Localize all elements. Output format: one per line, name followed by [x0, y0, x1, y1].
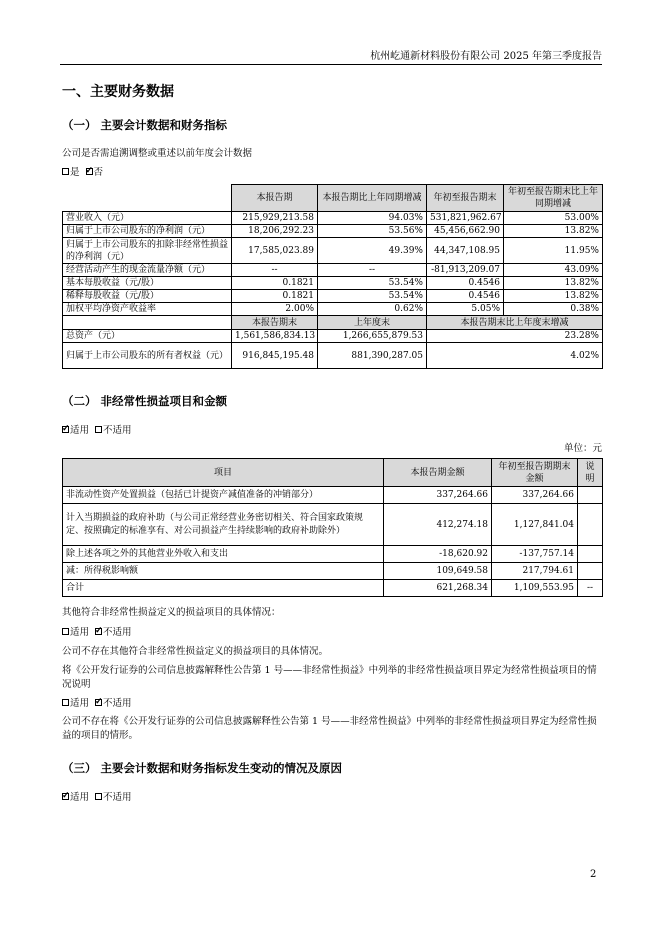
key-financial-table [62, 184, 603, 369]
header-divider [60, 64, 602, 65]
other-items-text: 公司不存在其他符合非经常性损益定义的损益项目的具体情况。 [62, 646, 329, 657]
applicable-checkbox[interactable] [62, 699, 69, 706]
not-applicable-label: 不适用 [103, 698, 132, 709]
cell-value: 109,649.58 [384, 563, 492, 580]
table-header-row [63, 185, 603, 212]
section-title: 一、主要财务数据 [62, 84, 174, 100]
row-label: 归属于上市公司股东的所有者权益（元） [63, 343, 232, 369]
row-label: 除上述各项之外的其他营业外收入和支出 [63, 546, 384, 563]
sub3-applicable-options [62, 791, 132, 805]
explain-options [62, 697, 132, 711]
applicable-checkbox[interactable] [62, 793, 69, 800]
not-applicable-checkbox[interactable] [95, 699, 102, 706]
row-label: 非流动性资产处置损益（包括已计提资产减值准备的冲销部分） [63, 487, 384, 504]
yes-checkbox[interactable] [62, 168, 69, 175]
cell-value: -- [232, 264, 318, 277]
row-label: 加权平均净资产收益率 [63, 303, 232, 316]
not-applicable-label: 不适用 [103, 627, 132, 638]
table-row [63, 212, 603, 225]
table-header-cell: 年初至报告期期末金额 [492, 459, 578, 487]
applicable-label: 适用 [70, 627, 90, 638]
cell-value: -18,620.92 [384, 546, 492, 563]
table-header-cell: 说明 [578, 459, 603, 487]
non-recurring-table [62, 458, 603, 597]
table-row [63, 225, 603, 238]
cell-value: 412,274.18 [384, 504, 492, 546]
cell-value: 531,821,962.67 [427, 212, 504, 225]
table-header-cell [63, 316, 232, 330]
other-items-title: 其他符合非经常性损益定义的损益项目的具体情况： [62, 607, 281, 618]
cell-value: -- [578, 580, 603, 597]
table-header-cell [63, 185, 232, 212]
table-header-cell: 年初至报告期末比上年同期增减 [504, 185, 603, 212]
row-label: 归属于上市公司股东的扣除非经常性损益的净利润（元） [63, 238, 232, 264]
not-applicable-label: 不适用 [103, 425, 132, 436]
explain-text: 公司不存在将《公开发行证券的公司信息披露解释性公告第 1 号——非经常性损益》中列举的非经常性损益项目界定为经常性损益的项目的情形。 [62, 716, 597, 741]
row-label: 经营活动产生的现金流量净额（元） [63, 264, 232, 277]
cell-value: 1,266,655,879.53 [318, 330, 427, 343]
cell-value: 916,845,195.48 [232, 343, 318, 369]
report-header: 杭州屹通新材料股份有限公司 2025 年第三季度报告 [370, 51, 602, 62]
cell-value: 0.62% [318, 303, 427, 316]
applicable-checkbox[interactable] [62, 426, 69, 433]
applicable-label: 适用 [70, 425, 90, 436]
table-row [63, 238, 603, 264]
cell-value: -- [318, 264, 427, 277]
cell-value: 53.00% [504, 212, 603, 225]
table-header-cell: 年初至报告期末 [427, 185, 504, 212]
cell-value: 49.39% [318, 238, 427, 264]
row-label: 合计 [63, 580, 384, 597]
cell-value: 0.38% [504, 303, 603, 316]
row-label: 稀释每股收益（元/股） [63, 290, 232, 303]
cell-value [578, 563, 603, 580]
table-row [63, 580, 603, 597]
cell-value: 0.1821 [232, 277, 318, 290]
cell-value: -137,757.14 [492, 546, 578, 563]
table-header-row [63, 459, 603, 487]
page-number: 2 [590, 869, 597, 880]
other-items-options [62, 626, 132, 640]
table-row [63, 277, 603, 290]
cell-value: 13.82% [504, 225, 603, 238]
cell-value: 45,456,662.90 [427, 225, 504, 238]
table-row [63, 546, 603, 563]
subsection-title-3: （三） 主要会计数据和财务指标发生变动的情况及原因 [62, 761, 343, 775]
table-row [63, 290, 603, 303]
cell-value: 53.54% [318, 290, 427, 303]
table-header-cell: 上年度末 [318, 316, 427, 330]
cell-value [578, 487, 603, 504]
cell-value: 1,127,841.04 [492, 504, 578, 546]
no-checkbox[interactable] [86, 168, 93, 175]
cell-value: 881,390,287.05 [318, 343, 427, 369]
subsection-title-2: （二） 非经常性损益项目和金额 [62, 394, 228, 408]
table-header-row [63, 316, 603, 330]
cell-value: 1,561,586,834.13 [232, 330, 318, 343]
cell-value: 4.02% [427, 343, 603, 369]
cell-value: 44,347,108.95 [427, 238, 504, 264]
subsection-title-1: （一） 主要会计数据和财务指标 [62, 118, 228, 132]
applicable-label: 适用 [70, 792, 90, 803]
cell-value [578, 504, 603, 546]
cell-value: 217,794.61 [492, 563, 578, 580]
explain-title: 将《公开发行证券的公司信息披露解释性公告第 1 号——非经常性损益》中列举的非经常性损益项目界定为经常性损益项目的情况说明 [62, 665, 597, 690]
cell-value: 53.54% [318, 277, 427, 290]
table-header-cell: 本报告期末比上年度末增减 [427, 316, 603, 330]
unit-label: 单位：元 [563, 443, 602, 454]
cell-value: 0.4546 [427, 277, 504, 290]
cell-value: -81,913,209.07 [427, 264, 504, 277]
cell-value: 13.82% [504, 290, 603, 303]
cell-value: 5.05% [427, 303, 504, 316]
row-label: 计入当期损益的政府补助（与公司正常经营业务密切相关、符合国家政策规定、按照确定的标准享有、对公司损益产生持续影响的政府补助除外） [63, 504, 384, 546]
table-header-cell: 本报告期金额 [384, 459, 492, 487]
applicable-checkbox[interactable] [62, 628, 69, 635]
cell-value: 94.03% [318, 212, 427, 225]
cell-value: 1,109,553.95 [492, 580, 578, 597]
table-header-cell: 本报告期末 [232, 316, 318, 330]
table-header-cell: 本报告期 [232, 185, 318, 212]
table-header-cell: 项目 [63, 459, 384, 487]
table-row [63, 303, 603, 316]
cell-value: 43.09% [504, 264, 603, 277]
row-label: 基本每股收益（元/股） [63, 277, 232, 290]
row-label: 总资产（元） [63, 330, 232, 343]
row-label: 归属于上市公司股东的净利润（元） [63, 225, 232, 238]
no-label: 否 [93, 167, 104, 178]
cell-value: 215,929,213.58 [232, 212, 318, 225]
cell-value: 337,264.66 [492, 487, 578, 504]
row-label: 减：所得税影响额 [63, 563, 384, 580]
cell-value [578, 546, 603, 563]
table-row [63, 330, 603, 343]
cell-value: 337,264.66 [384, 487, 492, 504]
not-applicable-checkbox[interactable] [95, 793, 102, 800]
row-label: 营业收入（元） [63, 212, 232, 225]
table-row [63, 487, 603, 504]
sub2-applicable-options [62, 424, 132, 438]
not-applicable-checkbox[interactable] [95, 426, 102, 433]
applicable-label: 适用 [70, 698, 90, 709]
table-row [63, 343, 603, 369]
not-applicable-checkbox[interactable] [95, 628, 102, 635]
cell-value: 18,206,292.23 [232, 225, 318, 238]
cell-value: 17,585,023.89 [232, 238, 318, 264]
restatement-options [62, 166, 103, 180]
restatement-question: 公司是否需追溯调整或重述以前年度会计数据 [62, 148, 253, 159]
cell-value: 621,268.34 [384, 580, 492, 597]
table-header-cell: 本报告期比上年同期增减 [318, 185, 427, 212]
not-applicable-label: 不适用 [103, 792, 132, 803]
cell-value: 11.95% [504, 238, 603, 264]
table-row [63, 264, 603, 277]
table-row [63, 563, 603, 580]
yes-label: 是 [70, 167, 80, 178]
cell-value: 0.1821 [232, 290, 318, 303]
cell-value: 0.4546 [427, 290, 504, 303]
cell-value: 13.82% [504, 277, 603, 290]
table-row [63, 504, 603, 546]
cell-value: 23.28% [427, 330, 603, 343]
cell-value: 53.56% [318, 225, 427, 238]
cell-value: 2.00% [232, 303, 318, 316]
